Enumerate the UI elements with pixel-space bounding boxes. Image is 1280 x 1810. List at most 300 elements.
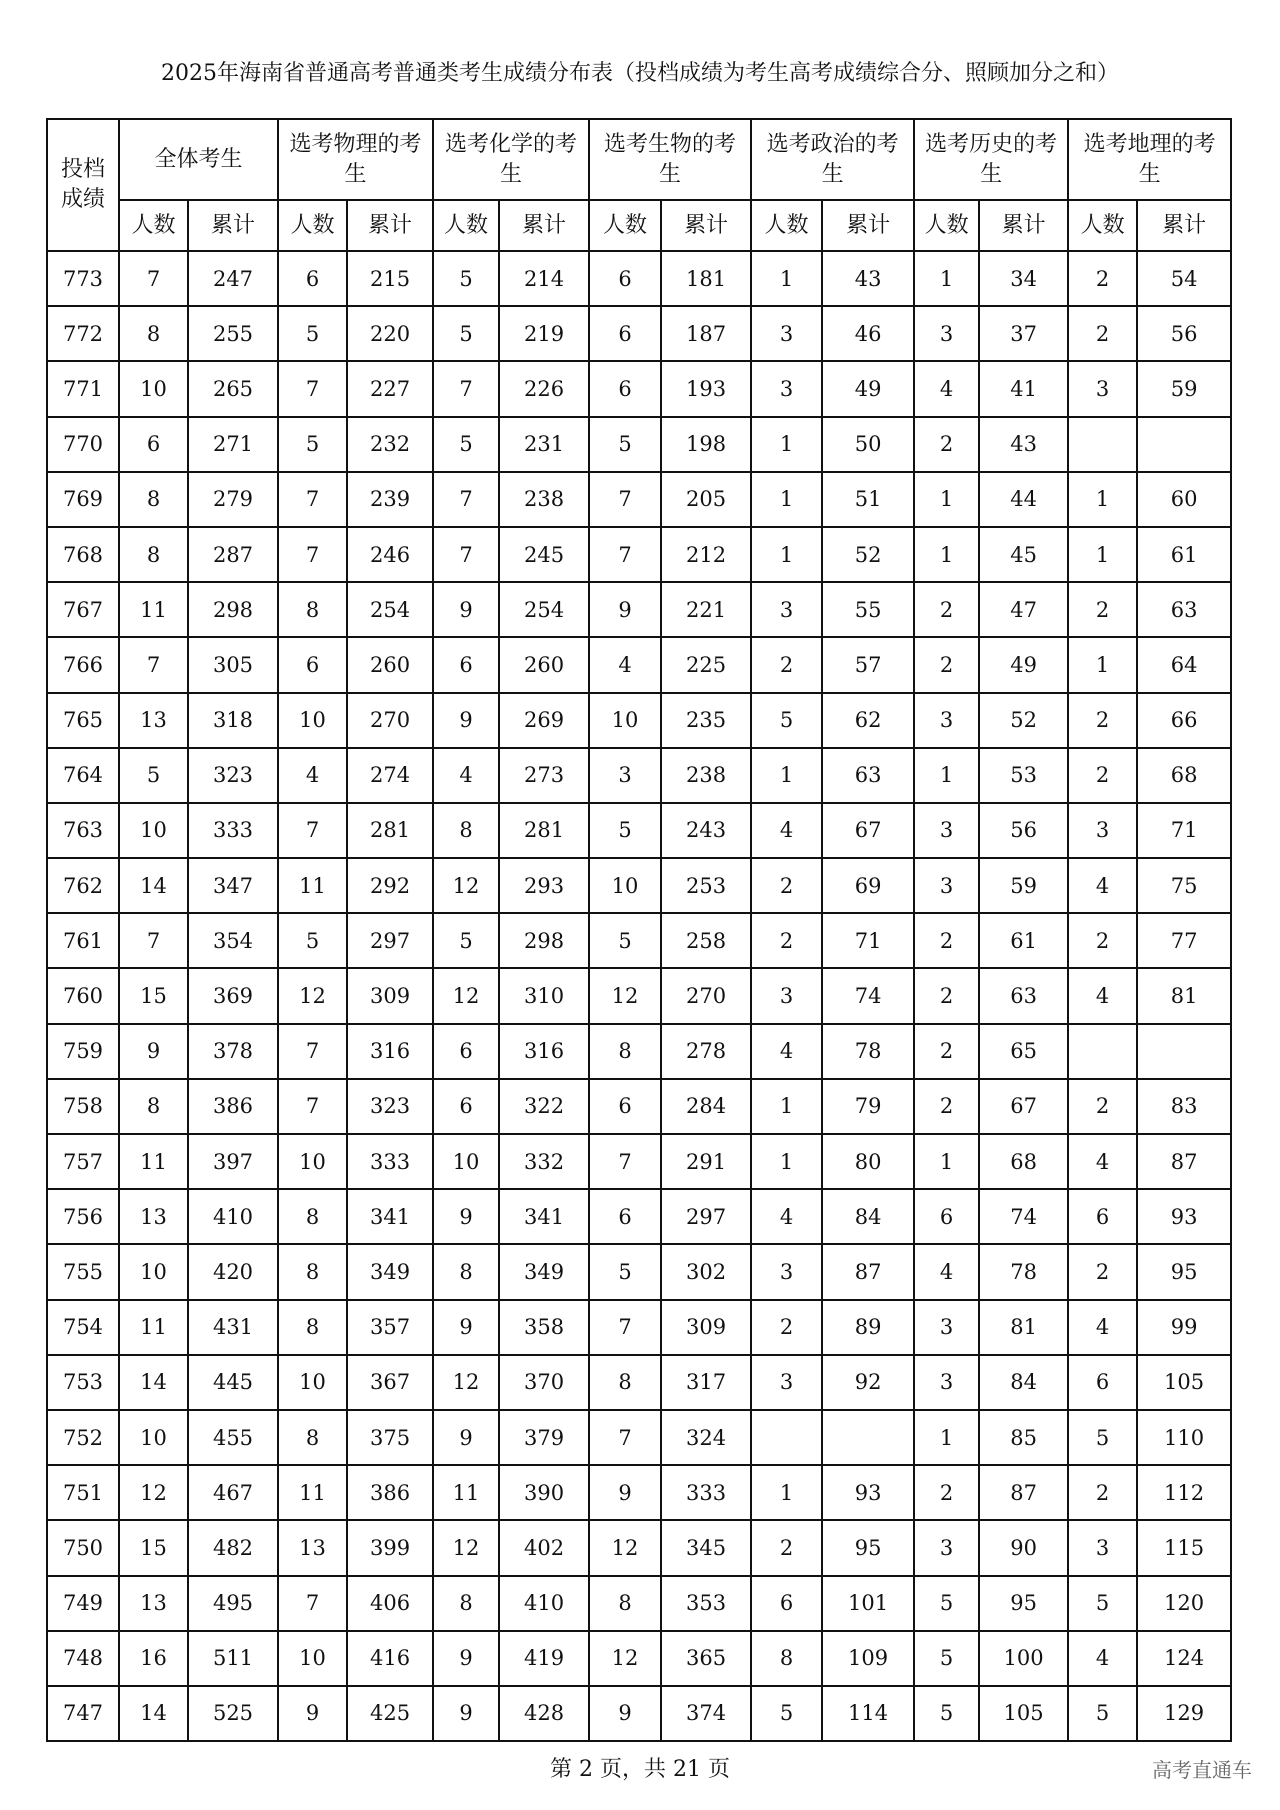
cumulative-cell: 416 <box>347 1631 433 1686</box>
cumulative-cell: 63 <box>979 968 1068 1023</box>
count-cell: 9 <box>433 1189 499 1244</box>
cumulative-cell: 212 <box>661 527 751 582</box>
cumulative-cell: 482 <box>188 1520 278 1575</box>
count-cell: 6 <box>433 1024 499 1079</box>
cumulative-cell: 214 <box>499 251 589 306</box>
count-cell: 15 <box>119 968 188 1023</box>
cumulative-cell: 90 <box>979 1520 1068 1575</box>
cumulative-cell: 95 <box>822 1520 914 1575</box>
cumulative-header: 累计 <box>499 200 589 251</box>
cumulative-cell: 129 <box>1137 1686 1231 1741</box>
count-cell: 10 <box>589 693 661 748</box>
cumulative-cell: 379 <box>499 1410 589 1465</box>
count-cell: 12 <box>589 968 661 1023</box>
cumulative-cell: 265 <box>188 361 278 416</box>
cumulative-cell: 293 <box>499 858 589 913</box>
cumulative-cell: 64 <box>1137 637 1231 692</box>
cumulative-cell: 115 <box>1137 1520 1231 1575</box>
count-cell: 8 <box>278 1300 347 1355</box>
count-cell: 4 <box>751 1024 822 1079</box>
count-cell: 4 <box>278 748 347 803</box>
count-cell: 8 <box>433 1244 499 1299</box>
cumulative-cell: 260 <box>499 637 589 692</box>
count-cell: 6 <box>278 637 347 692</box>
count-cell: 10 <box>119 803 188 858</box>
count-cell: 7 <box>433 472 499 527</box>
cumulative-cell: 84 <box>979 1355 1068 1410</box>
count-cell: 3 <box>1068 803 1137 858</box>
count-cell: 2 <box>914 417 979 472</box>
cumulative-cell: 271 <box>188 417 278 472</box>
count-cell: 14 <box>119 1355 188 1410</box>
cumulative-cell: 397 <box>188 1134 278 1189</box>
score-cell: 747 <box>47 1686 119 1741</box>
count-cell: 14 <box>119 858 188 913</box>
cumulative-cell: 420 <box>188 1244 278 1299</box>
count-cell: 5 <box>589 417 661 472</box>
count-cell: 1 <box>914 748 979 803</box>
cumulative-cell: 74 <box>979 1189 1068 1244</box>
count-cell: 1 <box>914 1410 979 1465</box>
count-cell: 8 <box>119 306 188 361</box>
cumulative-cell: 274 <box>347 748 433 803</box>
group-header: 全体考生 <box>119 119 278 200</box>
cumulative-cell: 54 <box>1137 251 1231 306</box>
cumulative-cell: 333 <box>188 803 278 858</box>
count-cell: 3 <box>914 803 979 858</box>
table-row <box>47 472 1231 527</box>
cumulative-cell: 347 <box>188 858 278 913</box>
cumulative-cell <box>1137 417 1231 472</box>
cumulative-cell: 235 <box>661 693 751 748</box>
cumulative-cell: 53 <box>979 748 1068 803</box>
count-cell: 6 <box>589 1189 661 1244</box>
count-cell: 5 <box>1068 1410 1137 1465</box>
cumulative-cell: 245 <box>499 527 589 582</box>
cumulative-cell: 120 <box>1137 1576 1231 1631</box>
cumulative-cell: 187 <box>661 306 751 361</box>
cumulative-cell: 205 <box>661 472 751 527</box>
count-header: 人数 <box>433 200 499 251</box>
cumulative-cell: 445 <box>188 1355 278 1410</box>
count-cell: 3 <box>751 1355 822 1410</box>
cumulative-cell: 410 <box>499 1576 589 1631</box>
score-cell: 769 <box>47 472 119 527</box>
count-cell: 2 <box>1068 1079 1137 1134</box>
cumulative-cell: 511 <box>188 1631 278 1686</box>
group-header: 选考生物的考生 <box>589 119 751 200</box>
count-cell: 12 <box>119 1465 188 1520</box>
cumulative-cell: 71 <box>822 913 914 968</box>
table-row <box>47 1576 1231 1631</box>
cumulative-cell: 67 <box>979 1079 1068 1134</box>
count-cell: 8 <box>433 803 499 858</box>
score-cell: 750 <box>47 1520 119 1575</box>
cumulative-cell: 75 <box>1137 858 1231 913</box>
cumulative-header: 累计 <box>661 200 751 251</box>
cumulative-cell: 87 <box>979 1465 1068 1520</box>
count-cell: 7 <box>119 913 188 968</box>
count-cell: 5 <box>1068 1576 1137 1631</box>
cumulative-cell: 341 <box>499 1189 589 1244</box>
score-cell: 748 <box>47 1631 119 1686</box>
cumulative-cell: 298 <box>499 913 589 968</box>
table-row <box>47 1355 1231 1410</box>
table-row <box>47 693 1231 748</box>
count-cell: 11 <box>278 1465 347 1520</box>
cumulative-cell: 455 <box>188 1410 278 1465</box>
count-cell: 2 <box>914 1465 979 1520</box>
page-number: 第 2 页，共 21 页 <box>550 1757 730 1782</box>
cumulative-cell <box>1137 1024 1231 1079</box>
cumulative-cell: 302 <box>661 1244 751 1299</box>
cumulative-cell: 273 <box>499 748 589 803</box>
cumulative-cell: 341 <box>347 1189 433 1244</box>
count-cell: 2 <box>751 858 822 913</box>
count-cell: 6 <box>278 251 347 306</box>
cumulative-header: 累计 <box>188 200 278 251</box>
count-cell: 5 <box>278 913 347 968</box>
count-cell: 8 <box>119 472 188 527</box>
cumulative-cell: 254 <box>347 582 433 637</box>
cumulative-cell: 52 <box>979 693 1068 748</box>
cumulative-cell: 232 <box>347 417 433 472</box>
cumulative-cell: 428 <box>499 1686 589 1741</box>
count-cell: 15 <box>119 1520 188 1575</box>
count-cell: 3 <box>589 748 661 803</box>
count-cell: 8 <box>278 1410 347 1465</box>
count-cell: 3 <box>1068 361 1137 416</box>
count-cell: 6 <box>119 417 188 472</box>
cumulative-cell: 353 <box>661 1576 751 1631</box>
table-row <box>47 913 1231 968</box>
cumulative-cell: 110 <box>1137 1410 1231 1465</box>
cumulative-cell: 375 <box>347 1410 433 1465</box>
count-cell: 12 <box>433 1520 499 1575</box>
table-row <box>47 1134 1231 1189</box>
cumulative-cell: 52 <box>822 527 914 582</box>
cumulative-cell: 369 <box>188 968 278 1023</box>
cumulative-cell: 269 <box>499 693 589 748</box>
document-title: 2025年海南省普通高考普通类考生成绩分布表（投档成绩为考生高考成绩综合分、照顾加分之和） <box>161 61 1119 86</box>
cumulative-cell: 425 <box>347 1686 433 1741</box>
cumulative-cell: 87 <box>822 1244 914 1299</box>
table-row <box>47 527 1231 582</box>
cumulative-cell: 365 <box>661 1631 751 1686</box>
score-cell: 772 <box>47 306 119 361</box>
cumulative-cell: 316 <box>499 1024 589 1079</box>
count-header: 人数 <box>589 200 661 251</box>
table-row <box>47 637 1231 692</box>
table-row <box>47 582 1231 637</box>
count-cell: 2 <box>914 637 979 692</box>
count-cell: 9 <box>589 1465 661 1520</box>
count-cell: 5 <box>278 306 347 361</box>
score-cell: 754 <box>47 1300 119 1355</box>
count-cell: 3 <box>751 306 822 361</box>
count-cell: 11 <box>119 1300 188 1355</box>
cumulative-cell: 316 <box>347 1024 433 1079</box>
count-header: 人数 <box>278 200 347 251</box>
count-cell: 3 <box>914 306 979 361</box>
count-cell: 4 <box>751 1189 822 1244</box>
score-cell: 756 <box>47 1189 119 1244</box>
count-cell: 1 <box>751 251 822 306</box>
count-cell: 12 <box>589 1631 661 1686</box>
count-cell: 12 <box>433 968 499 1023</box>
cumulative-cell: 60 <box>1137 472 1231 527</box>
cumulative-cell: 332 <box>499 1134 589 1189</box>
count-cell: 6 <box>589 306 661 361</box>
cumulative-cell: 246 <box>347 527 433 582</box>
count-cell: 4 <box>751 803 822 858</box>
cumulative-cell: 49 <box>822 361 914 416</box>
count-cell: 3 <box>751 1244 822 1299</box>
cumulative-cell: 79 <box>822 1079 914 1134</box>
count-cell: 5 <box>589 803 661 858</box>
count-cell: 7 <box>119 251 188 306</box>
cumulative-cell: 254 <box>499 582 589 637</box>
count-cell: 5 <box>433 913 499 968</box>
cumulative-cell: 56 <box>1137 306 1231 361</box>
count-cell: 5 <box>433 306 499 361</box>
count-cell: 12 <box>589 1520 661 1575</box>
score-cell: 771 <box>47 361 119 416</box>
count-cell: 11 <box>119 1134 188 1189</box>
count-cell: 1 <box>914 472 979 527</box>
group-header: 选考物理的考生 <box>278 119 433 200</box>
count-cell: 7 <box>278 361 347 416</box>
cumulative-cell: 105 <box>979 1686 1068 1741</box>
score-cell: 762 <box>47 858 119 913</box>
cumulative-cell: 358 <box>499 1300 589 1355</box>
count-cell: 14 <box>119 1686 188 1741</box>
cumulative-cell: 390 <box>499 1465 589 1520</box>
count-cell: 1 <box>751 417 822 472</box>
count-cell: 3 <box>751 968 822 1023</box>
table-row <box>47 306 1231 361</box>
score-cell: 752 <box>47 1410 119 1465</box>
cumulative-cell: 226 <box>499 361 589 416</box>
count-cell: 8 <box>278 582 347 637</box>
cumulative-cell: 101 <box>822 1576 914 1631</box>
cumulative-cell: 349 <box>347 1244 433 1299</box>
cumulative-cell: 215 <box>347 251 433 306</box>
score-cell: 758 <box>47 1079 119 1134</box>
count-cell: 7 <box>589 472 661 527</box>
cumulative-cell: 378 <box>188 1024 278 1079</box>
score-cell: 767 <box>47 582 119 637</box>
count-cell: 13 <box>278 1520 347 1575</box>
cumulative-cell: 78 <box>979 1244 1068 1299</box>
count-cell: 8 <box>278 1244 347 1299</box>
score-cell: 749 <box>47 1576 119 1631</box>
score-cell: 764 <box>47 748 119 803</box>
count-cell: 7 <box>433 527 499 582</box>
count-cell: 16 <box>119 1631 188 1686</box>
cumulative-cell: 281 <box>499 803 589 858</box>
count-cell: 4 <box>1068 1631 1137 1686</box>
count-cell: 2 <box>1068 1465 1137 1520</box>
cumulative-cell: 71 <box>1137 803 1231 858</box>
cumulative-cell: 43 <box>822 251 914 306</box>
cumulative-cell: 221 <box>661 582 751 637</box>
score-cell: 765 <box>47 693 119 748</box>
count-cell: 5 <box>914 1631 979 1686</box>
count-cell: 9 <box>433 1300 499 1355</box>
count-cell: 10 <box>119 1244 188 1299</box>
count-cell: 5 <box>278 417 347 472</box>
count-cell: 1 <box>751 1465 822 1520</box>
count-cell: 8 <box>278 1189 347 1244</box>
score-cell: 757 <box>47 1134 119 1189</box>
score-cell: 761 <box>47 913 119 968</box>
table-row <box>47 1410 1231 1465</box>
count-cell <box>1068 1024 1137 1079</box>
count-cell: 10 <box>119 361 188 416</box>
count-cell: 5 <box>1068 1686 1137 1741</box>
count-cell: 11 <box>119 582 188 637</box>
count-cell: 2 <box>1068 251 1137 306</box>
cumulative-cell: 81 <box>979 1300 1068 1355</box>
count-cell: 2 <box>1068 582 1137 637</box>
count-cell: 6 <box>1068 1189 1137 1244</box>
count-cell: 10 <box>278 693 347 748</box>
cumulative-cell: 124 <box>1137 1631 1231 1686</box>
count-cell: 6 <box>589 251 661 306</box>
table-row <box>47 803 1231 858</box>
cumulative-cell: 49 <box>979 637 1068 692</box>
cumulative-cell: 219 <box>499 306 589 361</box>
count-cell: 8 <box>589 1576 661 1631</box>
cumulative-header: 累计 <box>1137 200 1231 251</box>
cumulative-cell: 345 <box>661 1520 751 1575</box>
cumulative-cell: 220 <box>347 306 433 361</box>
count-cell: 9 <box>589 1686 661 1741</box>
cumulative-cell: 239 <box>347 472 433 527</box>
cumulative-cell: 114 <box>822 1686 914 1741</box>
count-cell: 1 <box>751 1134 822 1189</box>
count-cell: 5 <box>914 1576 979 1631</box>
count-cell: 7 <box>278 1576 347 1631</box>
cumulative-header: 累计 <box>347 200 433 251</box>
cumulative-cell: 247 <box>188 251 278 306</box>
cumulative-cell: 80 <box>822 1134 914 1189</box>
cumulative-cell: 81 <box>1137 968 1231 1023</box>
table-row <box>47 968 1231 1023</box>
count-cell: 6 <box>1068 1355 1137 1410</box>
count-cell: 4 <box>1068 858 1137 913</box>
count-cell: 1 <box>914 1134 979 1189</box>
brand-watermark: 高考直通车 <box>1152 1758 1252 1782</box>
count-cell: 3 <box>914 1355 979 1410</box>
score-cell: 755 <box>47 1244 119 1299</box>
cumulative-cell: 333 <box>347 1134 433 1189</box>
cumulative-cell <box>822 1410 914 1465</box>
count-cell: 1 <box>1068 472 1137 527</box>
cumulative-cell: 61 <box>979 913 1068 968</box>
cumulative-cell: 370 <box>499 1355 589 1410</box>
count-cell: 1 <box>1068 527 1137 582</box>
count-header: 人数 <box>119 200 188 251</box>
cumulative-cell: 278 <box>661 1024 751 1079</box>
count-cell: 1 <box>914 251 979 306</box>
count-cell: 13 <box>119 1576 188 1631</box>
cumulative-cell: 349 <box>499 1244 589 1299</box>
table-row <box>47 1686 1231 1741</box>
count-cell: 1 <box>914 527 979 582</box>
count-cell: 7 <box>589 1410 661 1465</box>
count-cell: 4 <box>914 361 979 416</box>
count-cell: 3 <box>914 693 979 748</box>
group-header: 选考化学的考生 <box>433 119 589 200</box>
score-cell: 760 <box>47 968 119 1023</box>
cumulative-cell: 84 <box>822 1189 914 1244</box>
count-cell: 10 <box>278 1355 347 1410</box>
cumulative-cell: 47 <box>979 582 1068 637</box>
cumulative-cell: 333 <box>661 1465 751 1520</box>
count-header: 人数 <box>751 200 822 251</box>
count-header: 人数 <box>914 200 979 251</box>
cumulative-cell: 56 <box>979 803 1068 858</box>
cumulative-cell: 59 <box>979 858 1068 913</box>
cumulative-cell: 309 <box>347 968 433 1023</box>
cumulative-cell: 287 <box>188 527 278 582</box>
count-cell: 10 <box>278 1134 347 1189</box>
table-row <box>47 1024 1231 1079</box>
cumulative-cell: 357 <box>347 1300 433 1355</box>
cumulative-cell: 419 <box>499 1631 589 1686</box>
cumulative-cell: 406 <box>347 1576 433 1631</box>
count-cell: 2 <box>914 968 979 1023</box>
count-cell: 11 <box>278 858 347 913</box>
cumulative-cell: 238 <box>661 748 751 803</box>
cumulative-cell: 231 <box>499 417 589 472</box>
group-header: 选考政治的考生 <box>751 119 914 200</box>
count-cell: 7 <box>589 1134 661 1189</box>
cumulative-cell: 93 <box>822 1465 914 1520</box>
table-row <box>47 1079 1231 1134</box>
count-cell: 5 <box>751 693 822 748</box>
cumulative-cell: 62 <box>822 693 914 748</box>
cumulative-cell: 95 <box>1137 1244 1231 1299</box>
cumulative-cell: 112 <box>1137 1465 1231 1520</box>
cumulative-cell: 44 <box>979 472 1068 527</box>
count-cell: 12 <box>433 858 499 913</box>
cumulative-cell: 68 <box>979 1134 1068 1189</box>
count-cell: 4 <box>914 1244 979 1299</box>
count-cell: 4 <box>589 637 661 692</box>
cumulative-cell: 57 <box>822 637 914 692</box>
count-cell: 9 <box>433 582 499 637</box>
cumulative-cell: 92 <box>822 1355 914 1410</box>
count-cell: 13 <box>119 693 188 748</box>
cumulative-cell: 243 <box>661 803 751 858</box>
score-header: 投档成绩 <box>47 119 119 251</box>
cumulative-cell: 297 <box>347 913 433 968</box>
count-cell: 10 <box>589 858 661 913</box>
cumulative-cell: 66 <box>1137 693 1231 748</box>
count-cell: 10 <box>278 1631 347 1686</box>
count-cell: 7 <box>278 803 347 858</box>
cumulative-cell: 68 <box>1137 748 1231 803</box>
table-row <box>47 748 1231 803</box>
count-cell: 7 <box>589 1300 661 1355</box>
count-cell: 3 <box>914 1300 979 1355</box>
cumulative-cell: 41 <box>979 361 1068 416</box>
count-cell: 1 <box>751 1079 822 1134</box>
cumulative-cell: 297 <box>661 1189 751 1244</box>
